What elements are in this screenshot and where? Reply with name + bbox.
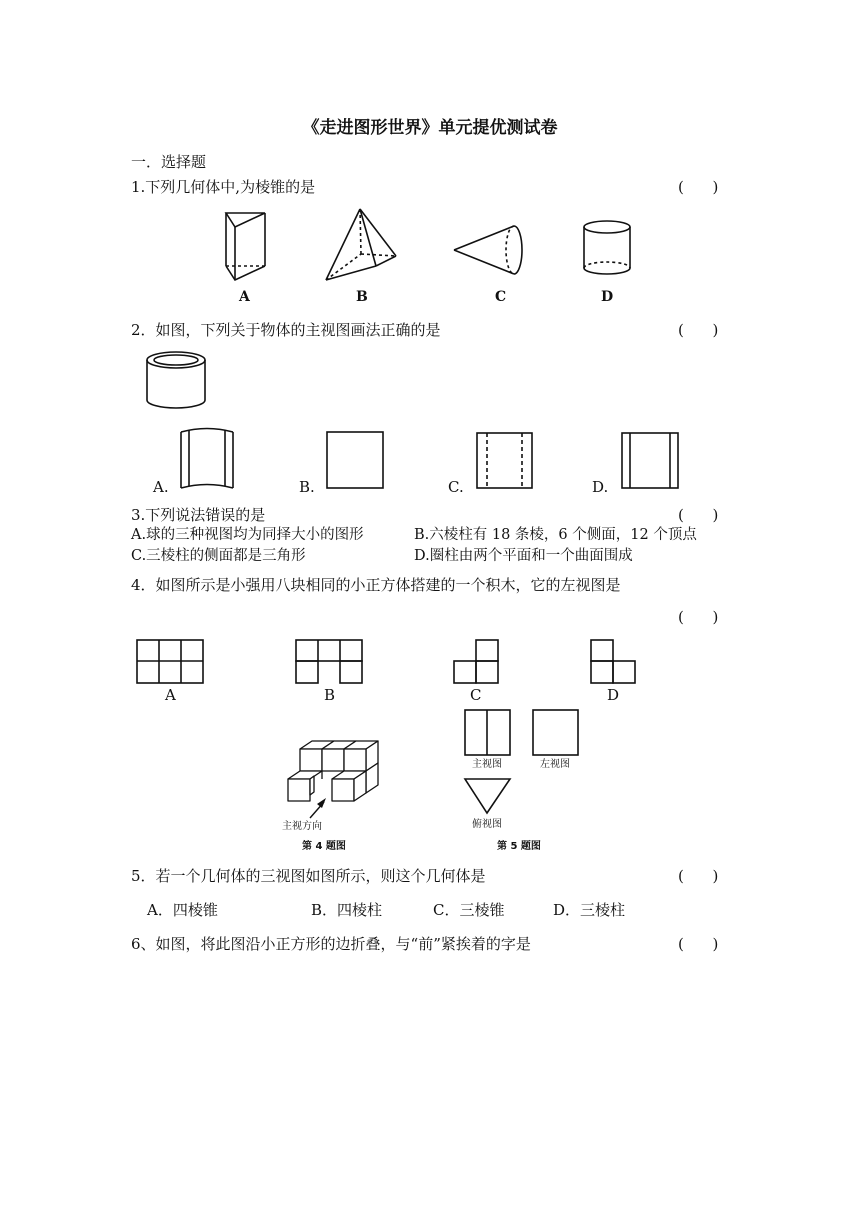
q3-option-d: D.圈柱由两个平面和一个曲面围成 — [414, 548, 633, 564]
q6-answer-paren: ( ) — [678, 935, 719, 953]
q5-option-a: A．四棱锥 — [147, 901, 218, 919]
q2-text: 2．如图，下列关于物体的主视图画法正确的是 — [131, 321, 441, 339]
q1-option-c-label: C — [495, 289, 507, 305]
q1-option-a-label: A — [239, 289, 250, 305]
q1-answer-paren: ( ) — [678, 178, 719, 196]
q4-text: 4．如图所示是小强用八块相同的小正方体搭建的一个积木，它的左视图是 — [131, 576, 621, 594]
q2-option-d-label: D. — [592, 478, 609, 496]
q2-option-a-label: A. — [153, 478, 169, 496]
q5-text: 5．若一个几何体的三视图如图所示，则这个几何体是 — [131, 867, 486, 885]
q5-answer-paren: ( ) — [678, 867, 719, 885]
q5-left-label: 左视图 — [540, 759, 570, 770]
q3-option-b: B.六棱柱有 18 条棱，6 个侧面，12 个顶点 — [414, 527, 697, 543]
q5-option-b: B．四棱柱 — [311, 901, 383, 919]
q4-option-d-label: D — [607, 686, 620, 704]
q5-option-d: D．三棱柱 — [553, 901, 626, 919]
q3-option-a: A.球的三种视图均为同择大小的图形 — [131, 527, 364, 543]
page-title: 《走进图形世界》单元提优测试卷 — [302, 118, 558, 138]
q5-top-view — [465, 779, 510, 813]
q5-left-view — [533, 710, 578, 755]
q1-option-b-label: B — [356, 289, 368, 305]
q4-option-c-label: C — [470, 686, 482, 704]
q4-option-a-label: A — [165, 686, 176, 704]
q5-front-view — [465, 710, 510, 755]
q3-answer-paren: ( ) — [678, 506, 719, 524]
q5-caption: 第 5 题图 — [497, 841, 541, 852]
q5-front-label: 主视图 — [472, 759, 502, 770]
q2-answer-paren: ( ) — [678, 321, 719, 339]
q4-caption: 第 4 题图 — [302, 841, 346, 852]
q4-answer-paren: ( ) — [678, 608, 719, 626]
q2-option-b-label: B. — [299, 478, 315, 496]
q6-text: 6、如图，将此图沿小正方形的边折叠，与“前”紧挨着的字是 — [131, 935, 531, 953]
q5-option-c: C．三棱锥 — [433, 901, 505, 919]
q3-option-c: C.三棱柱的侧面都是三角形 — [131, 548, 306, 564]
q5-top-label: 俯视图 — [472, 819, 502, 830]
q3-text: 3.下列说法错误的是 — [131, 506, 266, 524]
q2-option-c-label: C. — [448, 478, 464, 496]
q1-option-d-label: D — [601, 289, 614, 305]
q4-direction-label: 主视方向 — [282, 821, 322, 832]
q1-text: 1.下列几何体中,为棱锥的是 — [131, 178, 316, 196]
q4-option-b-label: B — [324, 686, 336, 704]
section-heading: 一．选择题 — [131, 153, 207, 171]
